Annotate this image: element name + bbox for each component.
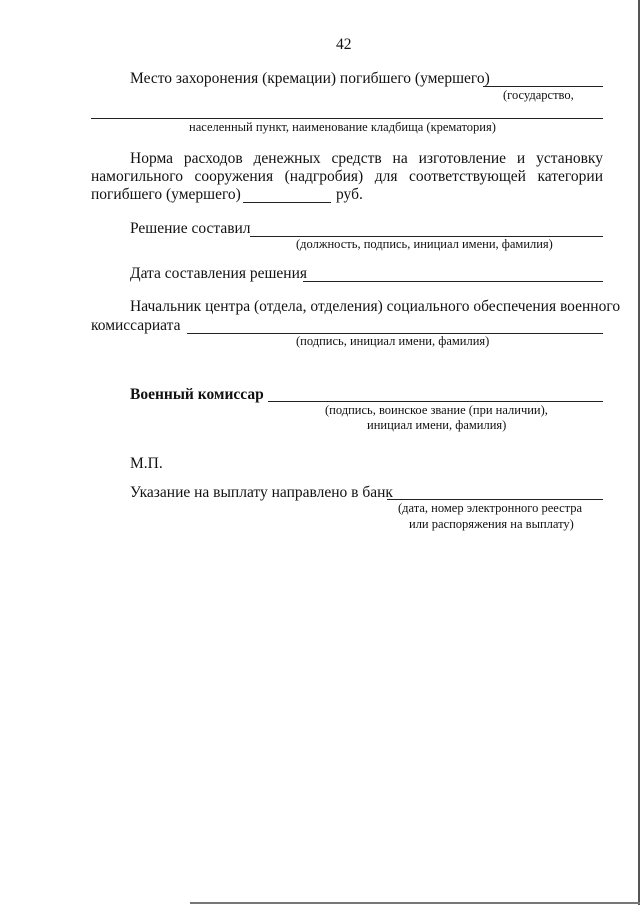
decision-by-caption: (должность, подпись, инициал имени, фамилия) — [296, 237, 553, 251]
page-number: 42 — [336, 36, 352, 53]
burial-place-line — [483, 86, 603, 87]
burial-caption-locality: населенный пункт, наименование кладбища (крематория) — [189, 120, 496, 134]
stamp-place: М.П. — [130, 455, 163, 472]
chief-line-2: комиссариата — [91, 317, 181, 334]
decision-by-label: Решение составил — [130, 220, 251, 237]
payment-line — [387, 499, 603, 500]
decision-date-line — [303, 281, 603, 282]
burial-place-line-2 — [91, 118, 603, 119]
norm-text-line-2: намогильного сооружения (надгробия) для соответствующей категории — [91, 168, 603, 185]
payment-caption-2: или распоряжения на выплату) — [409, 517, 574, 531]
payment-label: Указание на выплату направлено в банк — [130, 484, 393, 501]
norm-currency: руб. — [336, 186, 363, 203]
commissar-signature-line — [268, 401, 603, 402]
norm-text-line-1: Норма расходов денежных средств на изготовление и установку — [130, 150, 603, 167]
chief-line-1: Начальник центра (отдела, отделения) социального обеспечения военного — [130, 298, 621, 315]
commissar-caption-1: (подпись, воинское звание (при наличии), — [325, 403, 548, 417]
burial-place-label: Место захоронения (кремации) погибшего (умершего) — [130, 70, 490, 87]
norm-text-line-3: погибшего (умершего) — [91, 186, 241, 203]
chief-caption: (подпись, инициал имени, фамилия) — [296, 334, 490, 348]
commissar-label: Военный комиссар — [130, 386, 264, 403]
norm-amount-line — [243, 202, 331, 203]
burial-caption-country: (государство, — [503, 88, 574, 102]
commissar-caption-2: инициал имени, фамилия) — [367, 418, 507, 432]
scan-edge-bottom — [190, 902, 640, 904]
decision-date-label: Дата составления решения — [130, 265, 307, 282]
payment-caption-1: (дата, номер электронного реестра — [398, 501, 583, 515]
